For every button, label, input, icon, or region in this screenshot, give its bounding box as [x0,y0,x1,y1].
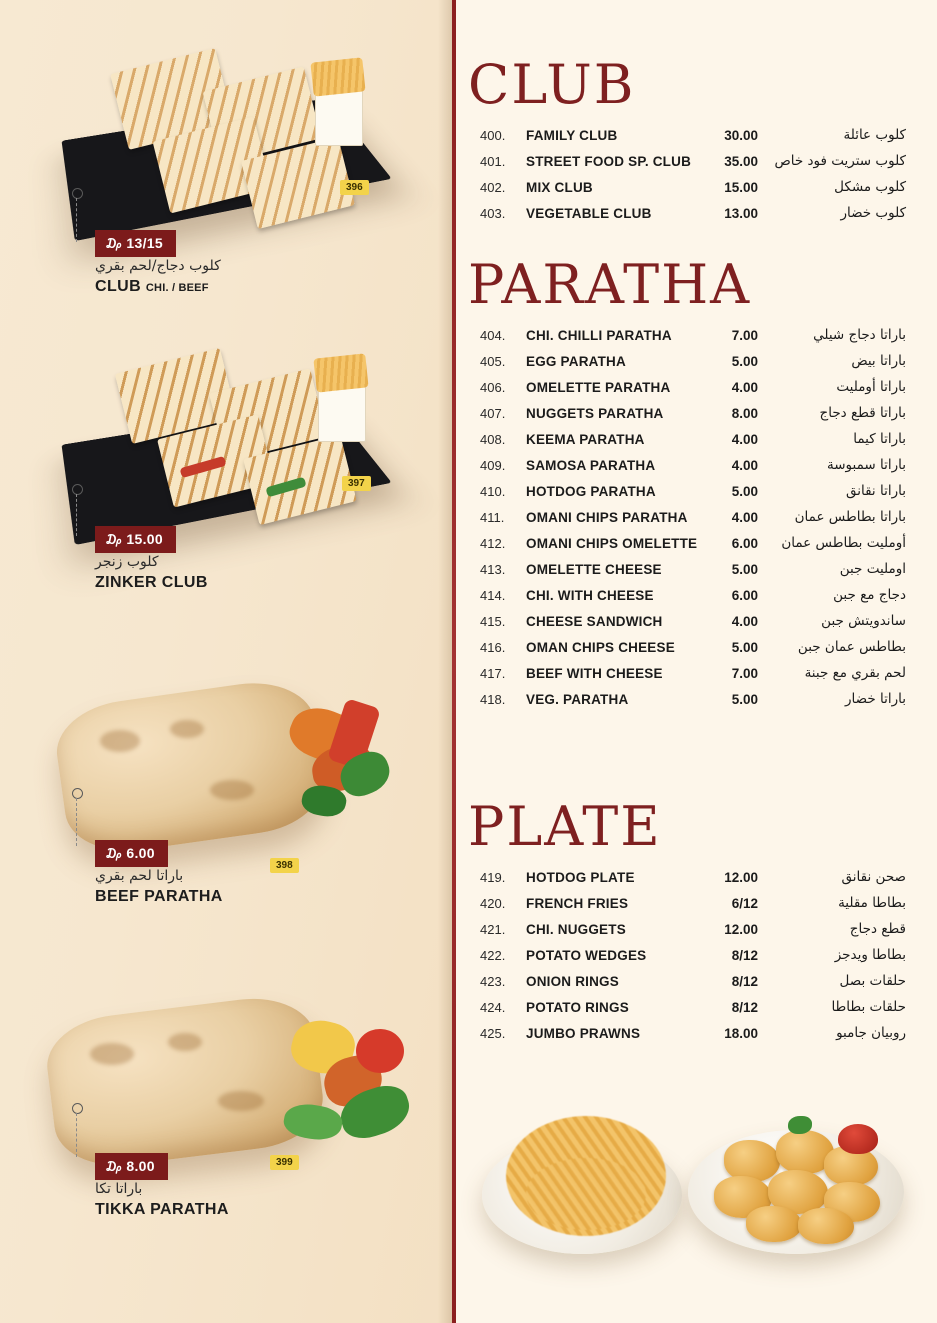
section-plate [468,795,920,1046]
item-price: 7.00 [731,665,758,681]
menu-row[interactable] [468,556,920,582]
product-beef-paratha [0,620,452,920]
item-name-ar: لحم بقري مع جبنة [804,665,906,681]
product-name-en [95,1201,229,1219]
product-name-en-sub: CHI. / BEEF [145,282,209,294]
section-paratha [468,253,920,712]
product-name-en-main: CLUB [95,278,142,295]
item-price: 4.00 [731,431,758,447]
menu-row[interactable] [468,942,920,968]
product-name-ar: كلوب دجاج/لحم بقري [95,258,221,274]
product-name-en-main: ZINKER CLUB [95,574,208,591]
right-menu-panel [452,0,937,1323]
item-number: 423. [480,973,506,989]
item-price: 5.00 [731,639,758,655]
item-name-en: SAMOSA PARATHA [526,457,656,473]
price-badge [95,840,168,867]
item-number: 407. [480,405,506,421]
item-price: 8/12 [731,947,758,963]
item-name-ar: حلقات بطاطا [831,999,906,1015]
item-name-ar: ساندويتش جبن [821,613,906,629]
menu-table-paratha [468,322,920,712]
price-value: 6.00 [126,845,155,861]
item-number: 425. [480,1025,506,1041]
item-name-ar: صحن نقانق [841,869,906,885]
menu-table-club [468,122,920,226]
item-price: 5.00 [731,353,758,369]
menu-row[interactable] [468,174,920,200]
item-number: 402. [480,179,506,195]
item-name-en: POTATO RINGS [526,999,629,1015]
item-number-badge: 399 [270,1155,299,1170]
item-name-ar: كلوب خضار [840,205,906,221]
item-name-en: FRENCH FRIES [526,895,629,911]
tikka-paratha-photo [40,965,440,1185]
section-title-paratha: PARATHA [468,253,752,316]
item-price: 8/12 [731,999,758,1015]
item-name-en: KEEMA PARATHA [526,431,645,447]
item-name-ar: دجاج مع جبن [833,587,906,603]
product-zinker-club [0,300,452,600]
item-number-badge: 396 [340,180,369,195]
menu-row[interactable] [468,452,920,478]
price-badge [95,526,176,553]
item-number-badge: 397 [342,476,371,491]
item-price: 5.00 [731,561,758,577]
item-name-ar: كلوب ستريت فود خاص [774,153,906,169]
left-photo-panel [0,0,452,1323]
menu-row[interactable] [468,478,920,504]
item-name-en: VEG. PARATHA [526,691,629,707]
item-name-ar: باراتا سمبوسة [826,457,906,473]
item-name-en: VEGETABLE CLUB [526,205,652,221]
price-value: 13/15 [126,235,163,251]
item-price: 30.00 [724,127,758,143]
item-price: 6.00 [731,587,758,603]
tag-stem [76,198,78,242]
menu-row[interactable] [468,200,920,226]
menu-table-plate [468,864,920,1046]
item-name-ar: باراتا خضار [845,691,906,707]
menu-row[interactable] [468,374,920,400]
item-name-en: OMAN CHIPS CHEESE [526,639,675,655]
item-price: 4.00 [731,457,758,473]
item-number: 424. [480,999,506,1015]
product-name-en [95,574,208,592]
tag-stem [76,1113,78,1157]
item-name-ar: بطاطس عمان جبن [797,639,906,655]
item-name-ar: باراتا دجاج شيلي [813,327,906,343]
item-name-en: STREET FOOD SP. CLUB [526,153,692,169]
item-name-en: CHI. CHILLI PARATHA [526,327,672,343]
item-price: 5.00 [731,483,758,499]
menu-row[interactable] [468,864,920,890]
item-price: 8/12 [731,973,758,989]
item-name-ar: باراتا بيض [851,353,906,369]
product-tikka-paratha [0,945,452,1265]
item-number: 405. [480,353,506,369]
item-price: 4.00 [731,509,758,525]
menu-row[interactable] [468,400,920,426]
item-name-en: ONION RINGS [526,973,619,989]
menu-row[interactable] [468,916,920,942]
item-price: 15.00 [724,179,758,195]
item-number: 422. [480,947,506,963]
beef-paratha-photo [40,650,440,870]
item-price: 6.00 [731,535,758,551]
menu-row[interactable] [468,504,920,530]
item-number: 412. [480,535,506,551]
item-number: 400. [480,127,506,143]
item-name-ar: كلوب عائلة [843,127,906,143]
menu-row[interactable] [468,530,920,556]
item-name-en: OMELETTE PARATHA [526,379,671,395]
item-price: 4.00 [731,613,758,629]
item-name-en: CHI. NUGGETS [526,921,626,937]
menu-row[interactable] [468,322,920,348]
item-number: 409. [480,457,506,473]
item-number: 404. [480,327,506,343]
item-name-ar: باراتا أوملیت [836,379,906,395]
item-number: 401. [480,153,506,169]
product-name-en-main: TIKKA PARATHA [95,1201,229,1218]
item-number-badge: 398 [270,858,299,873]
chicken-nuggets-plate-photo [684,1098,914,1268]
item-name-en: POTATO WEDGES [526,947,647,963]
item-name-en: EGG PARATHA [526,353,626,369]
menu-row[interactable] [468,122,920,148]
item-name-en: CHEESE SANDWICH [526,613,663,629]
item-number: 416. [480,639,506,655]
panel-divider [452,0,456,1323]
item-number: 420. [480,895,506,911]
item-number: 406. [480,379,506,395]
item-name-en: MIX CLUB [526,179,593,195]
menu-row[interactable] [468,634,920,660]
menu-row[interactable] [468,968,920,994]
item-name-ar: باراتا كيما [853,431,906,447]
item-name-ar: كلوب مشكل [834,179,906,195]
menu-row[interactable] [468,426,920,452]
item-name-en: NUGGETS PARATHA [526,405,664,421]
menu-row[interactable] [468,148,920,174]
item-name-en: FAMILY CLUB [526,127,618,143]
item-name-ar: باراتا نقانق [845,483,906,499]
section-title-plate: PLATE [468,795,662,858]
currency-symbol: ₯ [105,237,124,252]
product-name-ar: باراتا لحم بقري [95,868,184,884]
menu-row[interactable] [468,660,920,686]
tag-stem [76,798,78,846]
menu-row[interactable] [468,994,920,1020]
product-name-en-main: BEEF PARATHA [95,888,223,905]
item-price: 18.00 [724,1025,758,1041]
zinker-club-photo [60,340,400,520]
item-name-en: OMANI CHIPS OMELETTE [526,535,698,551]
item-number: 421. [480,921,506,937]
item-number: 415. [480,613,506,629]
item-name-en: CHI. WITH CHEESE [526,587,654,603]
item-number: 411. [480,509,505,525]
item-price: 13.00 [724,205,758,221]
tag-stem [76,494,78,536]
price-value: 15.00 [126,531,163,547]
menu-row[interactable] [468,348,920,374]
item-number: 413. [480,561,506,577]
menu-row[interactable] [468,582,920,608]
section-club [468,53,920,226]
product-name-ar: كلوب زنجر [95,554,159,570]
item-name-en: HOTDOG PLATE [526,869,635,885]
item-name-ar: حلقات بصل [839,973,906,989]
item-number: 403. [480,205,506,221]
item-name-en: OMELETTE CHEESE [526,561,662,577]
price-value: 8.00 [126,1158,155,1174]
product-name-en [95,888,223,906]
item-name-ar: روبيان جامبو [836,1025,906,1041]
menu-row[interactable] [468,608,920,634]
item-price: 12.00 [724,921,758,937]
item-price: 7.00 [731,327,758,343]
item-price: 35.00 [724,153,758,169]
currency-symbol: ₯ [105,1160,124,1175]
item-number: 417. [480,665,506,681]
item-price: 4.00 [731,379,758,395]
item-number: 410. [480,483,506,499]
item-name-en: JUMBO PRAWNS [526,1025,641,1041]
french-fries-plate-photo [472,1108,692,1268]
item-number: 408. [480,431,506,447]
item-price: 5.00 [731,691,758,707]
item-name-ar: باراتا قطع دجاج [819,405,906,421]
item-name-ar: قطع دجاج [849,921,906,937]
item-number: 419. [480,869,506,885]
item-name-ar: بطاطا مقلية [838,895,906,911]
menu-row[interactable] [468,890,920,916]
currency-symbol: ₯ [105,847,124,862]
item-price: 8.00 [731,405,758,421]
menu-row[interactable] [468,1020,920,1046]
product-name-ar: باراتا تكا [95,1181,143,1197]
item-name-en: OMANI CHIPS PARATHA [526,509,688,525]
item-price: 12.00 [724,869,758,885]
price-badge [95,1153,168,1180]
item-number: 414. [480,587,506,603]
item-name-ar: اومليت جبن [839,561,906,577]
product-club [0,0,452,300]
item-name-ar: باراتا بطاطس عمان [794,509,906,525]
item-number: 418. [480,691,506,707]
item-name-ar: أومليت بطاطس عمان [781,535,906,551]
item-name-en: HOTDOG PARATHA [526,483,656,499]
item-price: 6/12 [731,895,758,911]
section-title-club: CLUB [468,53,636,116]
price-badge [95,230,176,257]
item-name-en: BEEF WITH CHEESE [526,665,663,681]
menu-row[interactable] [468,686,920,712]
item-name-ar: بطاطا ويدجز [834,947,906,963]
product-name-en [95,278,209,296]
currency-symbol: ₯ [105,533,124,548]
